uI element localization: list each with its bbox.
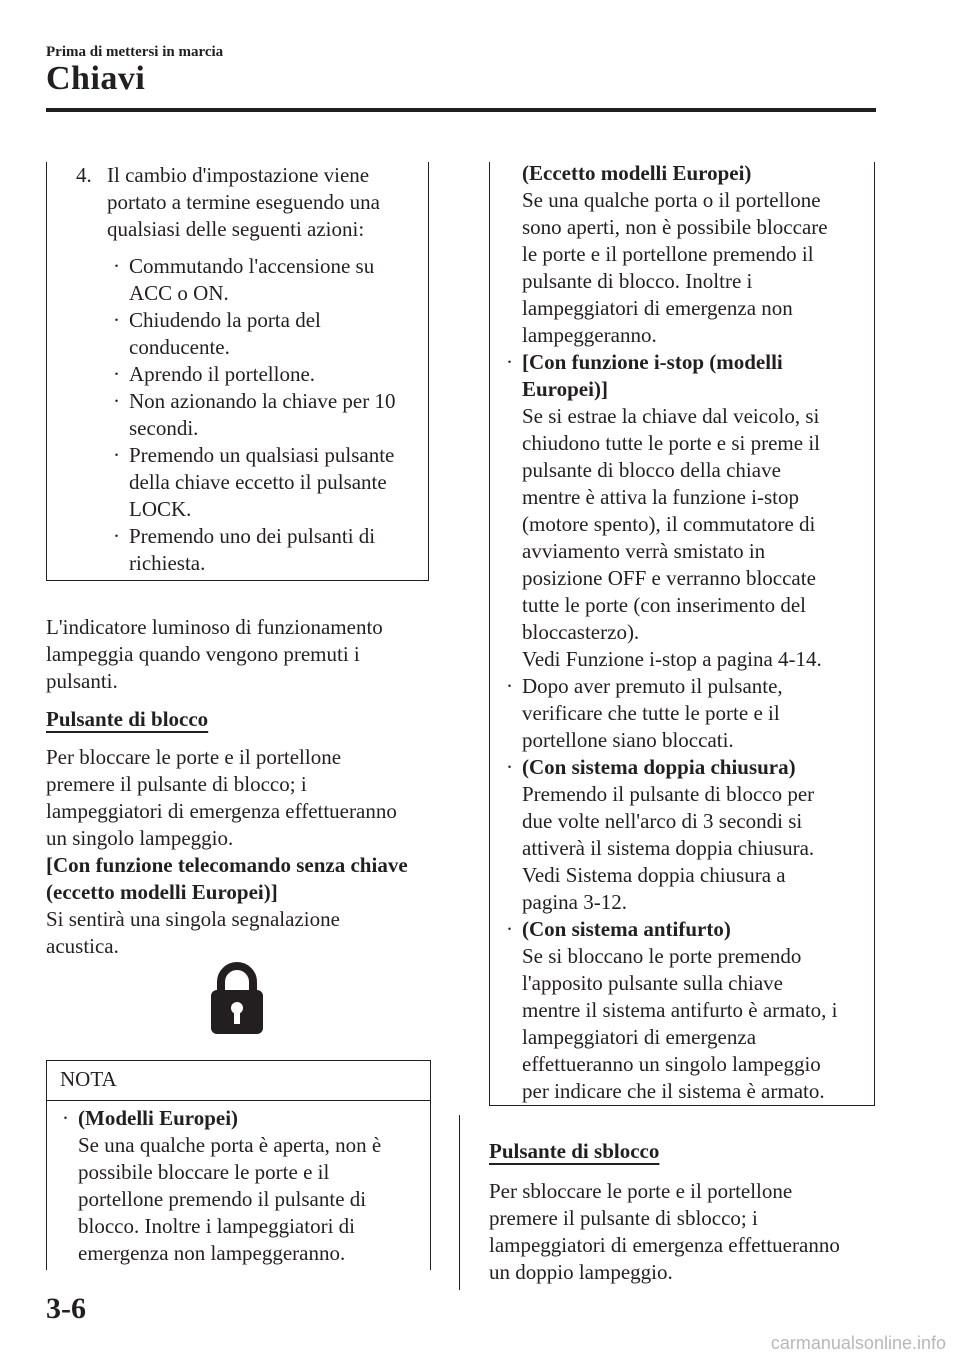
- section-title: Prima di mettersi in marcia: [46, 44, 224, 60]
- lock-paragraph: Per bloccare le porte e il portellone premere il pulsante di blocco; i lampeggiatori di emergenza effettueranno un singolo lampeggio. [Con funzione telecomando senza chiave (eccetto modelli Europei)] Si sentirà una singola segnalazione acustica.: [46, 744, 446, 960]
- list-item: · Commutando l'accensione su ACC o ON.: [113, 254, 375, 305]
- indicator-paragraph: L'indicatore luminoso di funzionamento lampeggia quando vengono premuti i pulsanti.: [46, 615, 383, 693]
- list-item: · [Con funzione i-stop (modelli Europei)] Se si estrae la chiave dal veicolo, si chiudono tutte le porte e si preme il pulsante di blocco della chiave mentre è attiva la funzione i-stop (motore spento), il commutatore di avviamento verrà smistato in posizione OFF e verranno bloccate tutte le porte (con inserimento del bloccasterzo). Vedi Funzione i-stop a pagina 4-14.: [506, 350, 822, 671]
- list-item: · (Con sistema antifurto) Se si bloccano le porte premendo l'apposito pulsante sulla chiave mentre il sistema antifurto è armato, i lampeggiatori di emergenza effettueranno un singolo lampeggio per indicare che il sistema è armato.: [506, 917, 838, 1103]
- page-number: 3-6: [46, 1292, 86, 1325]
- list-item: · Premendo un qualsiasi pulsante della chiave eccetto il pulsante LOCK.: [113, 443, 395, 521]
- lock-button-heading: Pulsante di blocco: [46, 707, 209, 731]
- unlock-button-heading: Pulsante di sblocco: [489, 1139, 660, 1163]
- chapter-title: Chiavi: [46, 60, 146, 97]
- list-item: (Eccetto modelli Europei) Se una qualche porta o il portellone sono aperti, non è possibile bloccare le porte e il portellone premendo il pulsante di blocco. Inoltre i lampeggiatori di emergenza non lampeggeranno.: [522, 161, 828, 347]
- nota-separator: [46, 1100, 431, 1101]
- column-rule: [459, 1115, 460, 1290]
- step-bullet-list: [76, 253, 426, 577]
- list-item: · Aprendo il portellone.: [113, 362, 316, 386]
- step-number: 4.: [76, 163, 92, 187]
- list-item: · Premendo uno dei pulsanti di richiesta.: [113, 524, 376, 575]
- padlock-icon: [209, 962, 265, 1034]
- list-item: · (Con sistema doppia chiusura) Premendo il pulsante di blocco per due volte nell'arco di 3 secondi si attiverà il sistema doppia chiusura. Vedi Sistema doppia chiusura a pagina 3-12.: [506, 755, 815, 914]
- keyless-heading: [Con funzione telecomando senza chiave (eccetto modelli Europei)]: [46, 853, 408, 904]
- nota-title: NOTA: [60, 1067, 117, 1091]
- watermark: carmanualsonline.info: [770, 1333, 946, 1353]
- list-item: · Non azionando la chiave per 10 secondi.: [113, 389, 396, 440]
- nota-item: · (Modelli Europei) Se una qualche porta è aperta, non è possibile bloccare le porte e il portellone premendo il pulsante di blocco. Inoltre i lampeggiatori di emergenza non lampeggeranno.: [62, 1106, 382, 1265]
- nota-continuation: [506, 160, 867, 1105]
- settings-step: [76, 162, 426, 577]
- list-item: · Chiudendo la porta del conducente.: [113, 308, 321, 359]
- step-text: Il cambio d'impostazione viene portato a termine eseguendo una qualsiasi delle seguenti azioni:: [107, 163, 380, 241]
- unlock-paragraph: Per sbloccare le porte e il portellone premere il pulsante di sblocco; i lampeggiatori di emergenza effettueranno un doppio lampeggio.: [489, 1179, 840, 1284]
- header-rule: [46, 108, 876, 112]
- list-item: · Dopo aver premuto il pulsante, verificare che tutte le porte e il portellone siano bloccati.: [506, 674, 783, 752]
